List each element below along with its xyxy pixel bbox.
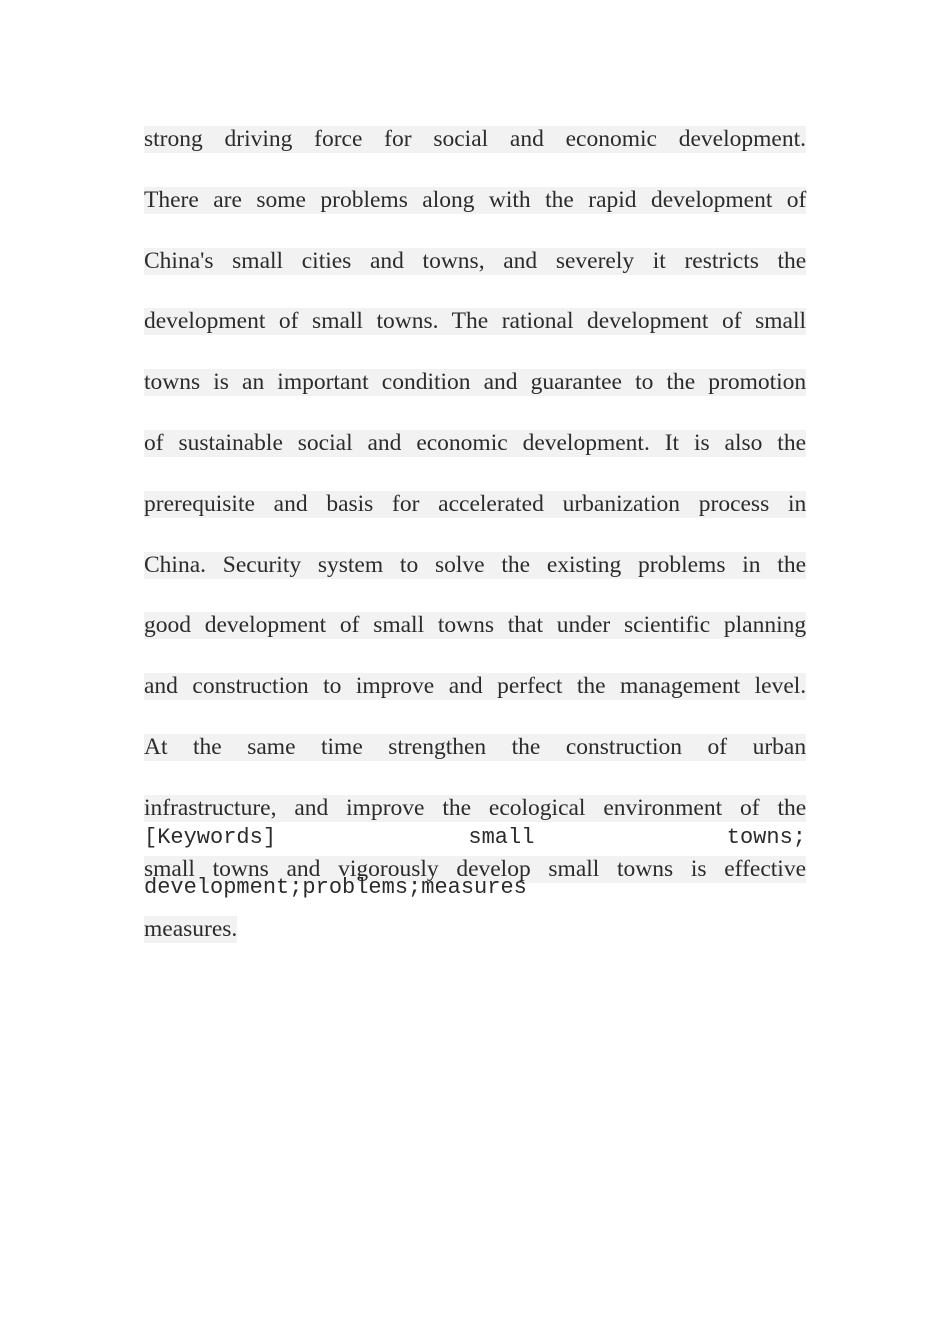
text-line	[144, 552, 806, 602]
keywords-line	[144, 815, 806, 865]
text-line-content: China. Security system to solve the existing problems in the	[144, 551, 806, 578]
text-line-content: measures.	[144, 916, 238, 943]
text-line	[144, 126, 806, 176]
text-line-content: infrastructure, and improve the ecological environment of the	[144, 794, 807, 821]
text-line-content: development of small towns. The rational development of small	[144, 308, 806, 335]
text-line-content: strong driving force for social and economic development.	[144, 126, 806, 152]
text-line-content: small towns and vigorously develop small towns is effective	[144, 855, 806, 882]
text-line	[144, 491, 806, 541]
text-line-content: China's small cities and towns, and severely it restricts the	[144, 247, 807, 274]
keywords-section	[144, 815, 806, 915]
text-line-content: towns is an important condition and guarantee to the promotion	[144, 369, 807, 396]
keyword-term: small	[468, 825, 535, 850]
keyword-term: towns;	[726, 825, 806, 850]
text-line-content: of sustainable social and economic development. It is also the	[144, 429, 806, 456]
text-line-content: prerequisite and basis for accelerated urbanization process in	[144, 490, 807, 517]
text-line-content: There are some problems along with the rapid development of	[144, 186, 807, 213]
text-line	[144, 187, 806, 237]
text-line	[144, 612, 806, 662]
text-line	[144, 248, 806, 298]
text-line	[144, 369, 806, 419]
text-line	[144, 734, 806, 784]
text-line	[144, 673, 806, 723]
text-line	[144, 308, 806, 358]
text-line-content: good development of small towns that under scientific planning	[144, 612, 807, 639]
text-line	[144, 430, 806, 480]
keywords-label: [Keywords]	[144, 825, 277, 850]
keywords-line: development;problems;measures	[144, 875, 527, 900]
text-line-content: and construction to improve and perfect the management level.	[144, 673, 807, 700]
text-line-content: At the same time strengthen the construction of urban	[144, 733, 807, 760]
